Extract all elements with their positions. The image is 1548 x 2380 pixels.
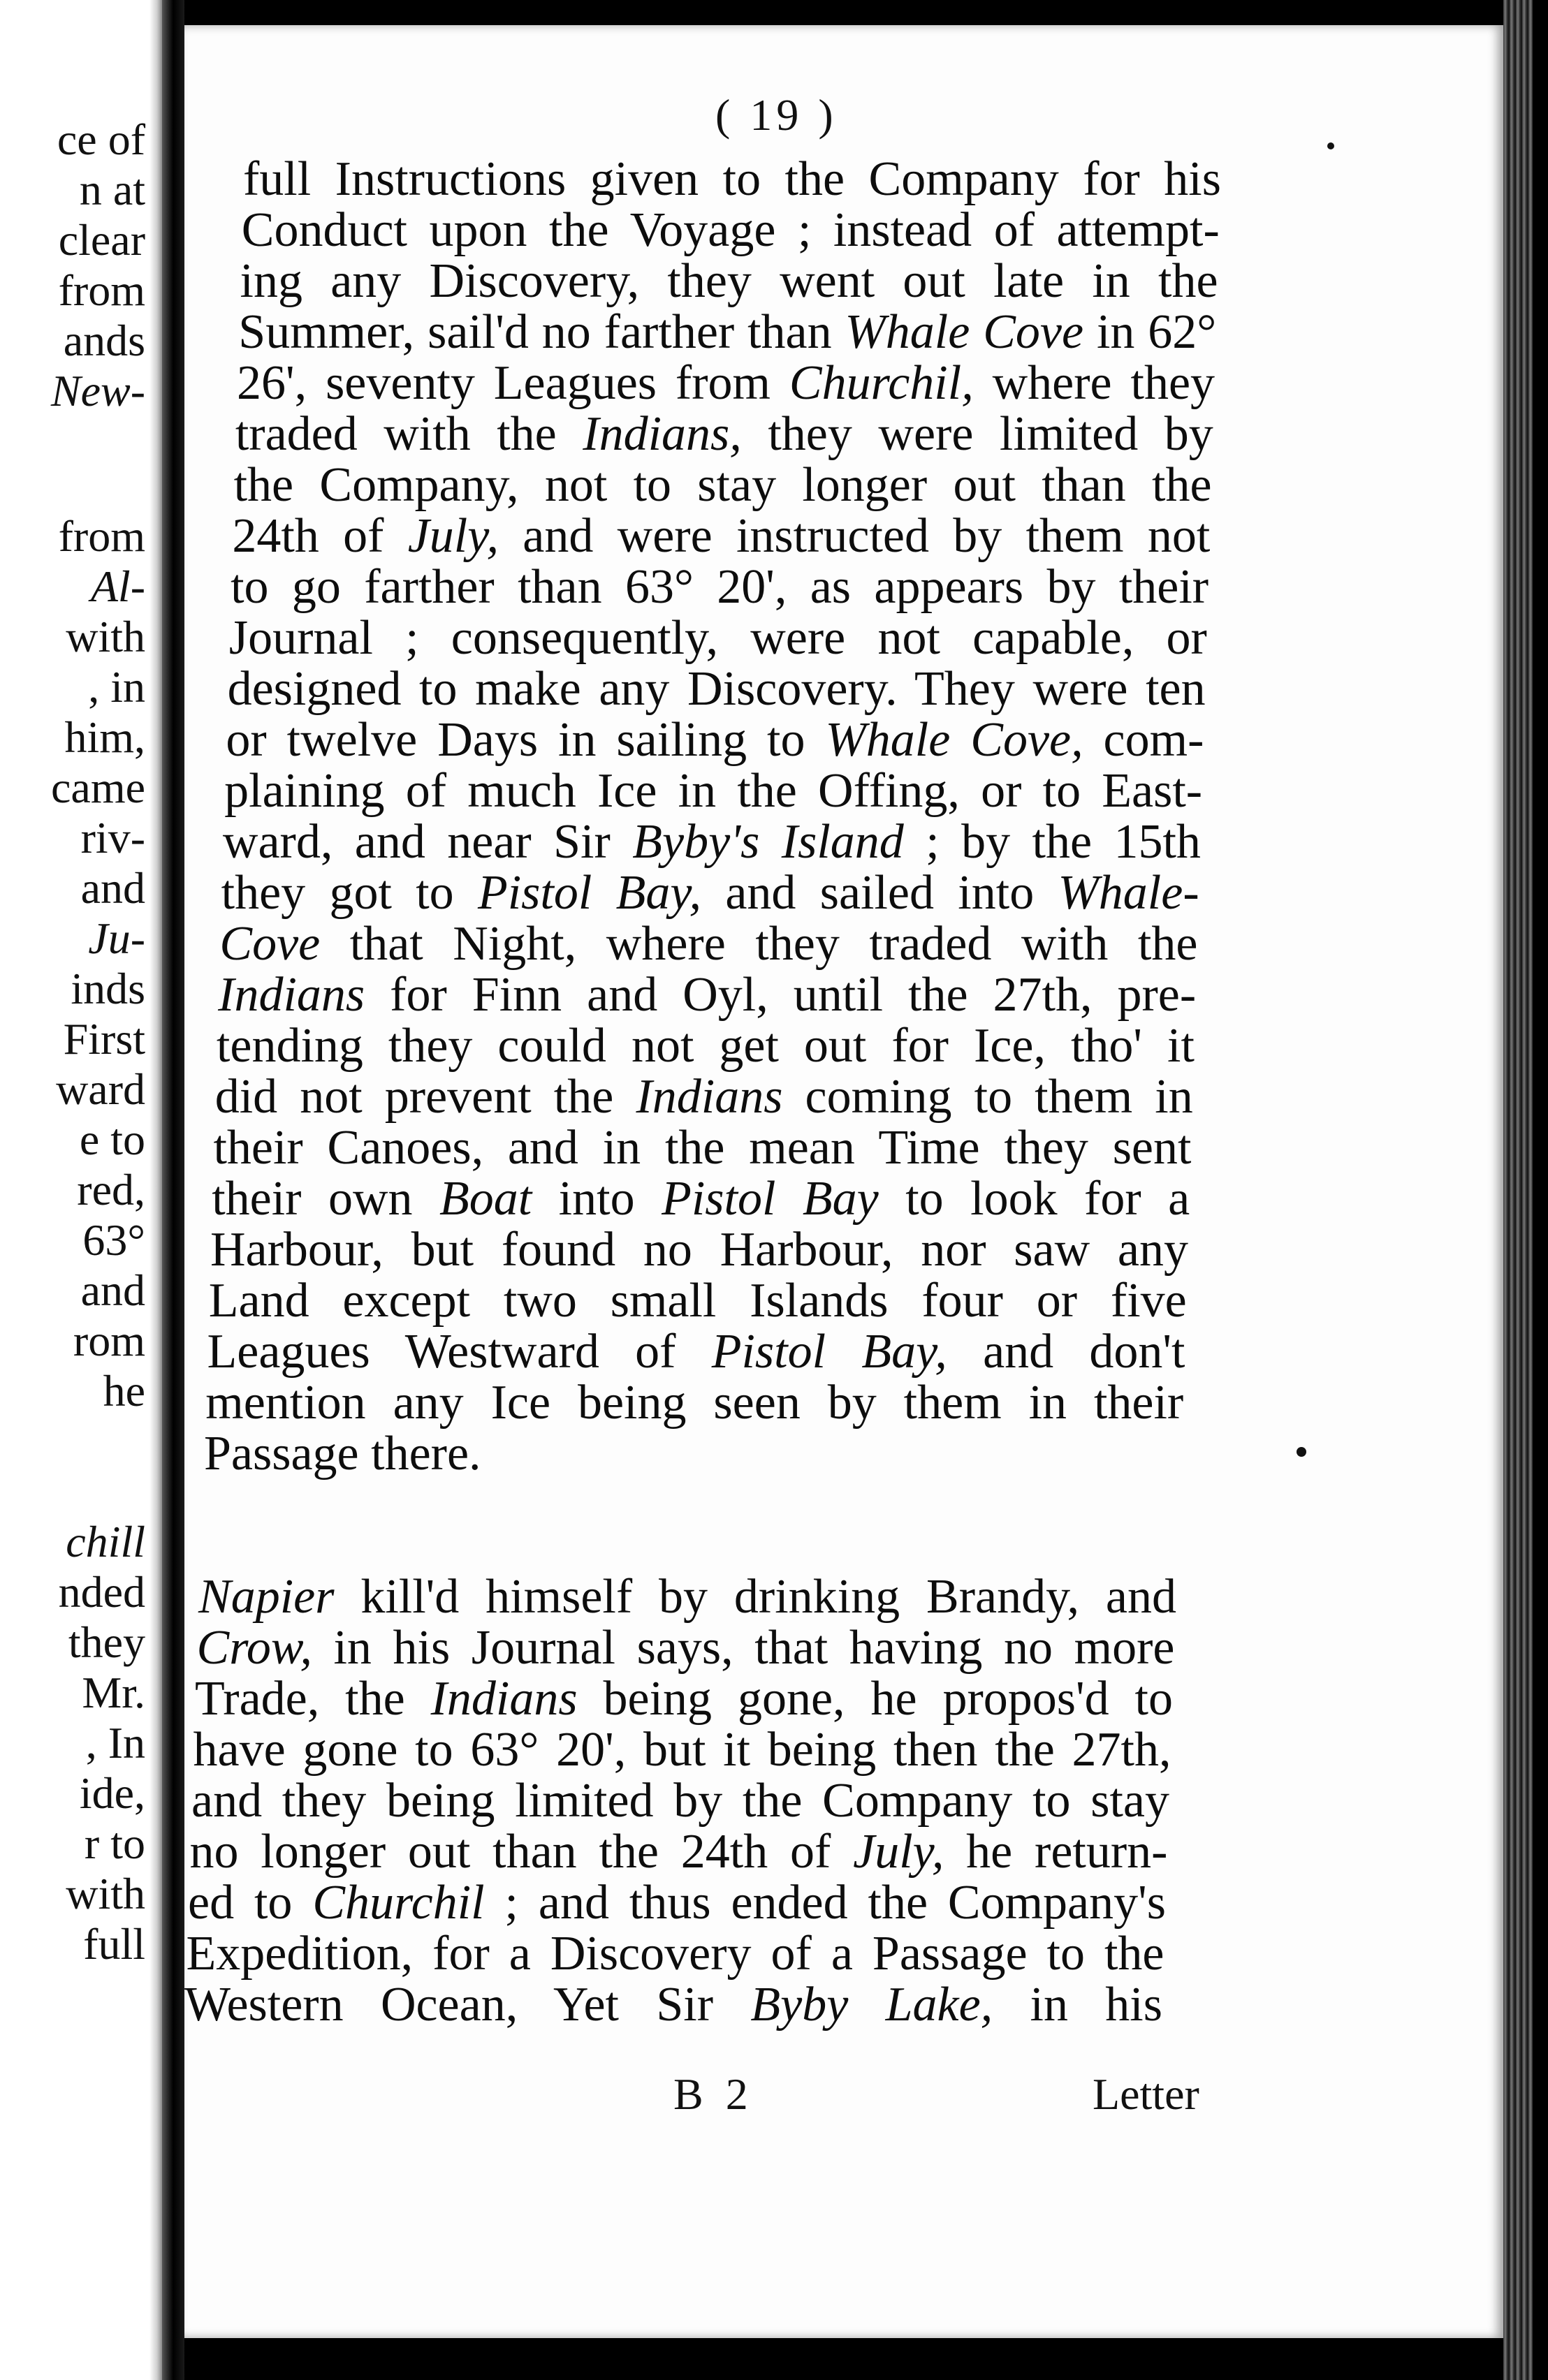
text-line: full Instructions given to the Company for his	[243, 152, 1221, 206]
facing-page-fragment	[0, 0, 162, 2380]
text-line: Trade, the Indians being gone, he propos'd to	[195, 1672, 1173, 1726]
facing-page-line: ands	[63, 316, 145, 365]
text-line: traded with the Indians, they were limited by	[235, 407, 1213, 461]
text-line: Crow, in his Journal says, that having no more	[196, 1621, 1175, 1675]
facing-page-line: n at	[79, 165, 145, 214]
facing-page-line: clear	[58, 215, 145, 265]
text-line: ed to Churchil ; and thus ended the Company's	[188, 1876, 1166, 1930]
text-line: plaining of much Ice in the Offing, or to East-	[224, 764, 1203, 818]
facing-page-line: with	[66, 612, 145, 661]
facing-page-line: , In	[85, 1718, 145, 1768]
facing-page-line: with	[66, 1869, 145, 1918]
facing-page-line: New-	[50, 366, 145, 416]
facing-page-line: Ju-	[88, 913, 145, 963]
text-line: the Company, not to stay longer out than the	[233, 458, 1212, 512]
facing-page-line: 63°	[82, 1215, 145, 1265]
facing-page-line: ide,	[79, 1768, 145, 1818]
text-line: Summer, sail'd no farther than Whale Cove in 62°	[238, 305, 1217, 359]
facing-page-line: he	[103, 1366, 145, 1416]
text-line: Expedition, for a Discovery of a Passage to the	[186, 1927, 1164, 1981]
facing-page-line: , in	[88, 662, 145, 712]
text-line: mention any Ice being seen by them in their	[205, 1376, 1184, 1430]
facing-page-line: from	[58, 511, 145, 561]
text-line: to go farther than 63° 20', as appears by their	[231, 560, 1209, 614]
text-line: 24th of July, and were instructed by them not	[232, 509, 1211, 563]
facing-page-line: and	[80, 863, 145, 913]
facing-page-line: and	[80, 1265, 145, 1315]
text-line: designed to make any Discovery. They were ten	[227, 662, 1206, 716]
facing-page-line: rom	[73, 1316, 145, 1365]
facing-page-line: nded	[58, 1567, 145, 1617]
facing-page-line: ce of	[57, 115, 145, 164]
binding-shadow	[149, 0, 162, 2380]
text-line: Leagues Westward of Pistol Bay, and don't	[207, 1325, 1185, 1379]
text-line: no longer out than the 24th of July, he return-	[189, 1825, 1168, 1879]
text-line: they got to Pistol Bay, and sailed into Whale-	[221, 866, 1199, 920]
text-line: 26', seventy Leagues from Churchil, where they	[237, 356, 1215, 410]
text-line: Indians for Finn and Oyl, until the 27th, pre-	[218, 968, 1197, 1022]
page-edges	[1503, 0, 1548, 2380]
signature-mark: B 2	[673, 2069, 754, 2119]
page-number: ( 19 )	[715, 90, 838, 140]
facing-page-line: First	[63, 1014, 145, 1064]
facing-page-line: full	[83, 1919, 145, 1969]
facing-page-line: red,	[77, 1165, 145, 1214]
catchword: Letter	[1093, 2069, 1199, 2119]
text-line: Harbour, but found no Harbour, nor saw any	[210, 1223, 1188, 1277]
facing-page-line: Mr.	[82, 1668, 145, 1717]
facing-page-line: him,	[64, 712, 145, 762]
text-line: Conduct upon the Voyage ; instead of attempt-	[241, 203, 1220, 257]
facing-page-line: from	[58, 265, 145, 315]
facing-page-line: ward	[56, 1064, 145, 1114]
text-line: their own Boat into Pistol Bay to look for a	[212, 1172, 1190, 1226]
text-line: or twelve Days in sailing to Whale Cove, com-	[226, 713, 1204, 767]
text-line: their Canoes, and in the mean Time they sent	[213, 1121, 1192, 1175]
ink-speck	[1297, 1447, 1306, 1457]
text-line: Land except two small Islands four or five	[208, 1274, 1187, 1328]
book-gutter	[162, 0, 184, 2380]
facing-page-line: they	[68, 1617, 145, 1667]
facing-page-line: Al-	[90, 561, 145, 611]
book-page	[184, 25, 1503, 2338]
facing-page-line: inds	[71, 964, 145, 1013]
text-line: Journal ; consequently, were not capable, or	[228, 611, 1207, 665]
text-line: have gone to 63° 20', but it being then the 27th,	[193, 1723, 1171, 1777]
text-line: Passage there.	[204, 1427, 481, 1481]
text-line: ward, and near Sir Byby's Island ; by the 15th	[222, 815, 1201, 869]
facing-page-line: came	[51, 763, 145, 812]
ink-speck	[1327, 142, 1334, 149]
text-line: and they being limited by the Company to stay	[191, 1774, 1169, 1828]
text-line: tending they could not get out for Ice, tho' it	[216, 1019, 1195, 1073]
facing-page-line: e to	[79, 1115, 145, 1164]
text-line: Napier kill'd himself by drinking Brandy, and	[198, 1570, 1176, 1624]
facing-page-line: chill	[66, 1517, 145, 1566]
text-line: did not prevent the Indians coming to them in	[214, 1070, 1193, 1124]
facing-page-line: riv-	[80, 813, 145, 862]
text-line: Cove that Night, where they traded with the	[219, 917, 1198, 971]
text-line: Western Ocean, Yet Sir Byby Lake, in his	[184, 1978, 1162, 2032]
text-line: ing any Discovery, they went out late in the	[240, 254, 1218, 308]
facing-page-line: r to	[84, 1819, 145, 1868]
